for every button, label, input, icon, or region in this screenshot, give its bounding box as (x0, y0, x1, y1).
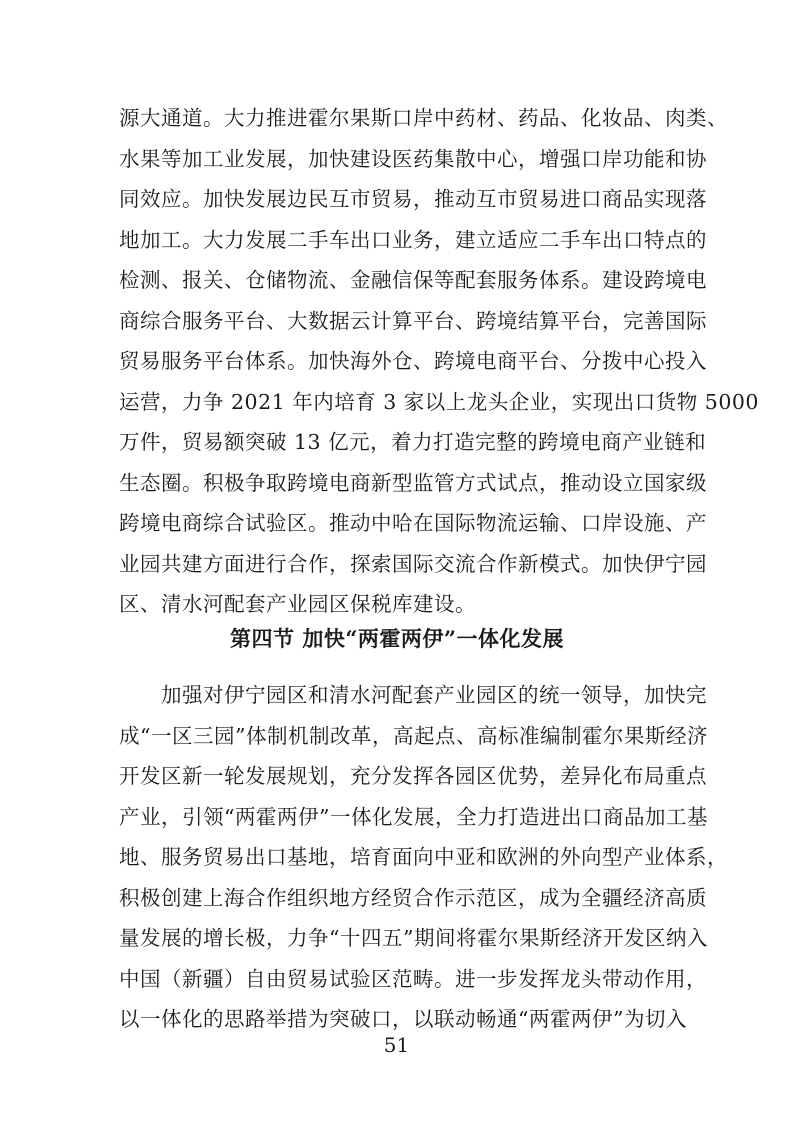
paragraph1-line-6: 商综合服务平台、大数据云计算平台、跨境结算平台，完善国际 (119, 309, 707, 333)
paragraph2-line-2: 成“一区三园”体制机制改革，高起点、高标准编制霍尔果斯经济 (119, 724, 708, 748)
paragraph1-line-2: 水果等加工业发展，加快建设医药集散中心，增强口岸功能和协 (119, 147, 707, 171)
paragraph1-line-13: 区、清水河配套产业园区保税库建设。 (119, 592, 476, 616)
paragraph1-line-12: 业园共建方面进行合作，探索国际交流合作新模式。加快伊宁园 (119, 552, 707, 576)
paragraph2-line-7: 量发展的增长极，力争“十四五”期间将霍尔果斯经济开发区纳入 (119, 926, 708, 950)
paragraph1-line-1: 源大通道。大力推进霍尔果斯口岸中药材、药品、化妆品、肉类、 (119, 106, 728, 130)
paragraph1-line-3: 同效应。加快发展边民互市贸易，推动互市贸易进口商品实现落 (119, 187, 707, 211)
paragraph1-line-9: 万件，贸易额突破 13 亿元，着力打造完整的跨境电商产业链和 (119, 430, 707, 454)
paragraph2-line-4: 产业，引领“两霍两伊”一体化发展，全力打造进出口商品加工基 (119, 805, 708, 829)
paragraph1-line-10: 生态圈。积极争取跨境电商新型监管方式试点，推动设立国家级 (119, 471, 707, 495)
paragraph2-line-3: 开发区新一轮发展规划，充分发挥各园区优势，差异化布局重点 (119, 764, 707, 788)
paragraph1-line-8: 运营，力争 2021 年内培育 3 家以上龙头企业，实现出口货物 5000 (119, 390, 759, 414)
paragraph1-line-7: 贸易服务平台体系。加快海外仓、跨境电商平台、分拨中心投入 (119, 349, 707, 373)
paragraph1-line-11: 跨境电商综合试验区。推动中哈在国际物流运输、口岸设施、产 (119, 511, 707, 535)
paragraph2-line-9: 以一体化的思路举措为突破口，以联动畅通“两霍两伊”为切入 (119, 1007, 687, 1031)
paragraph1-line-5: 检测、报关、仓储物流、金融信保等配套服务体系。建设跨境电 (119, 268, 707, 292)
paragraph2-line-8: 中国（新疆）自由贸易试验区范畴。进一步发挥龙头带动作用， (119, 967, 707, 991)
paragraph2-line-6: 积极创建上海合作组织地方经贸合作示范区，成为全疆经济高质 (119, 886, 707, 910)
paragraph2-line-5: 地、服务贸易出口基地，培育面向中亚和欧洲的外向型产业体系， (119, 845, 728, 869)
paragraph2-line-1: 加强对伊宁园区和清水河配套产业园区的统一领导，加快完 (161, 683, 707, 707)
section-heading: 第四节 加快“两霍两伊”一体化发展 (230, 626, 564, 651)
page-number: 51 (383, 1033, 410, 1057)
paragraph1-line-4: 地加工。大力发展二手车出口业务，建立适应二手车出口特点的 (119, 228, 707, 252)
